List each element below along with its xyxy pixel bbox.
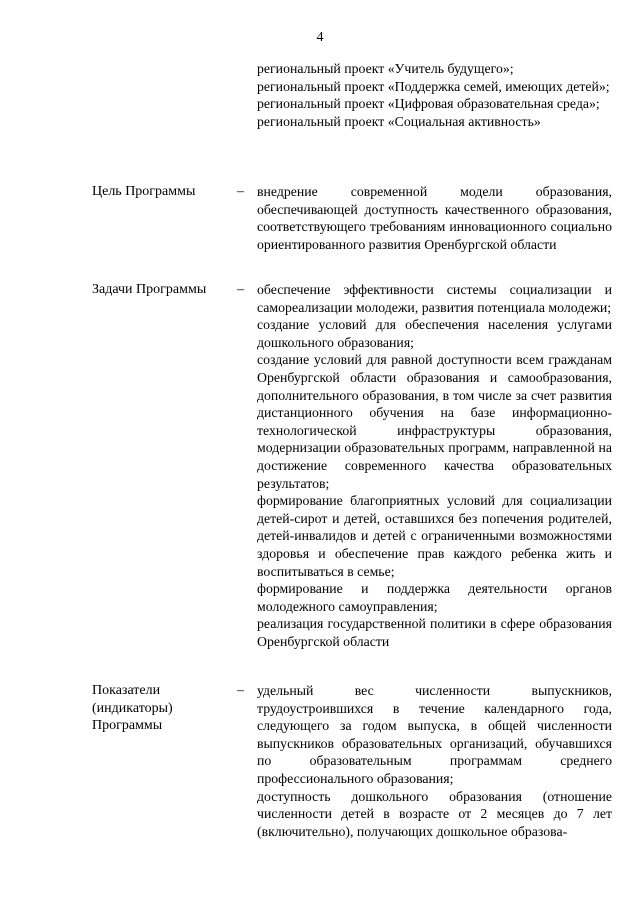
task-item: формирование благоприятных условий для социализации детей-сирот и детей, оставшихся без попечения родителей, детей-инвалидов и детей с ограниченными возможностями здоровья и обеспечение прав каждого ребенка жить и воспитываться в семье;	[257, 493, 612, 579]
intro-item: региональный проект «Учитель будущего»;	[257, 61, 514, 76]
indicators-content	[257, 682, 612, 840]
goal-item: внедрение современной модели образования, обеспечивающей доступность качественного образования, соответствующего требованиям инновационного социально ориентированного развития Оренбургской области	[257, 184, 612, 252]
task-item: реализация государственной политики в сфере образования Оренбургской области	[257, 616, 612, 649]
indicator-item: доступность дошкольного образования (отношение численности детей в возрасте от 2 месяцев до 7 лет (включительно), получающих дошкольное образова-	[257, 788, 612, 839]
goal-content	[257, 183, 612, 253]
task-item: создание условий для обеспечения населения услугами дошкольного образования;	[257, 317, 612, 350]
task-item: обеспечение эффективности системы социализации и самореализации молодежи, развития потенциала молодежи;	[257, 282, 612, 315]
task-item: формирование и поддержка деятельности органов молодежного самоуправления;	[257, 581, 612, 614]
indicator-item: удельный вес численности выпускников, трудоустроившихся в течение календарного года, следующего за годом выпуска, в общей численности выпускников образовательных организаций, обучавшихся по образовательным программам среднего профессионального образования;	[257, 683, 612, 786]
indicators-label: Показатели (индикаторы) Программы	[92, 683, 173, 734]
goal-dash: –	[237, 184, 244, 199]
task-item: создание условий для равной доступности всем гражданам Оренбургской области образования и самообразования, дополнительного образования, в том числе за счет развития дистанционного обучения на базе информационно-технологической инфраструктуры образования, модернизации образовательных программ, направленной на достижение современного качества образовательных результатов;	[257, 352, 612, 491]
intro-item: региональный проект «Поддержка семей, имеющих детей»;	[257, 78, 610, 94]
tasks-content	[257, 281, 612, 650]
intro-item: региональный проект «Социальная активность»	[257, 113, 541, 129]
intro-content	[257, 60, 612, 130]
tasks-label: Задачи Программы	[92, 282, 207, 297]
tasks-dash: –	[237, 282, 244, 297]
indicators-dash: –	[237, 683, 244, 698]
intro-item: региональный проект «Цифровая образовательная среда»;	[257, 96, 600, 112]
page-number: 4	[316, 30, 324, 45]
goal-label: Цель Программы	[92, 184, 196, 199]
